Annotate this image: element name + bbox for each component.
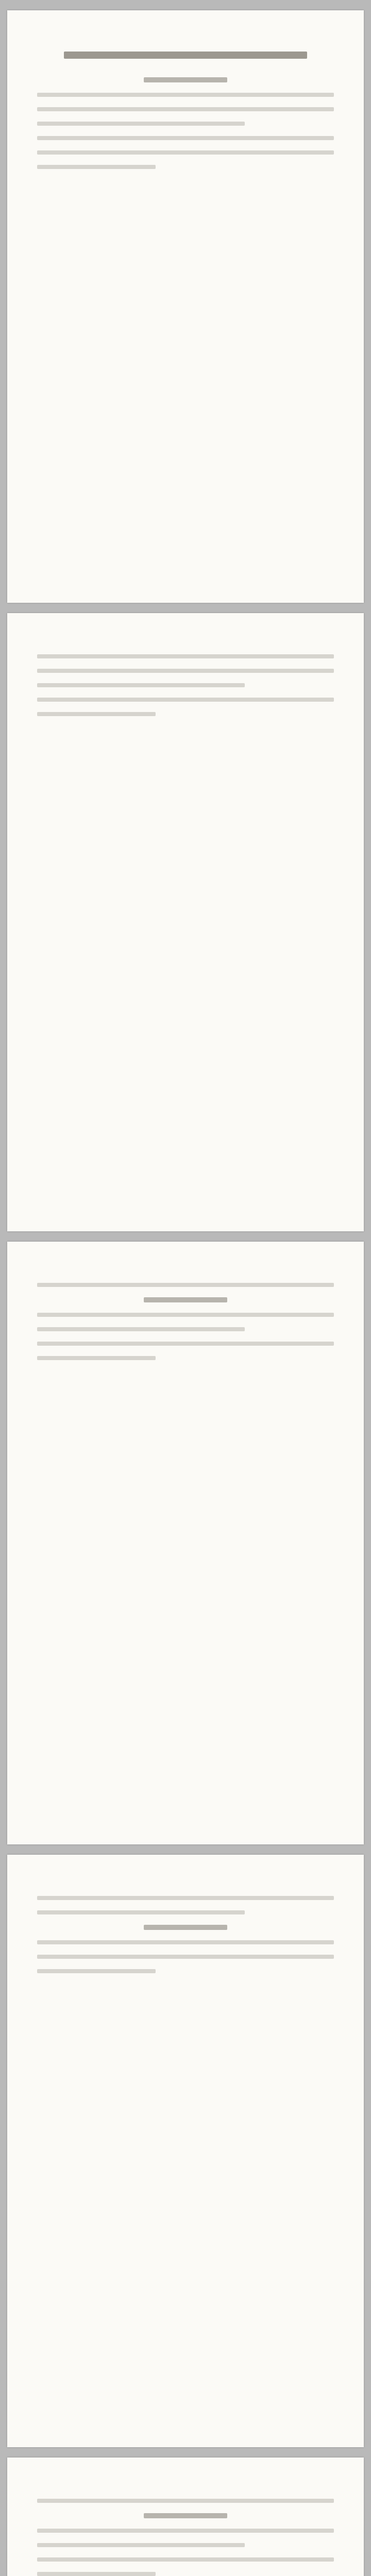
document-page-4 bbox=[7, 1855, 364, 2447]
document-title bbox=[64, 52, 307, 59]
chapter-heading bbox=[144, 77, 227, 82]
chapter-heading bbox=[144, 2513, 227, 2518]
chapter-heading bbox=[144, 1925, 227, 1930]
document-page-2 bbox=[7, 613, 364, 1231]
chapter-heading bbox=[144, 1297, 227, 1302]
page-text-area bbox=[37, 1283, 334, 1803]
document-page-5 bbox=[7, 2458, 364, 2576]
page-text-area bbox=[37, 654, 334, 1190]
document-page-1 bbox=[7, 10, 364, 603]
page-text-area bbox=[37, 1896, 334, 2406]
document-page-3 bbox=[7, 1242, 364, 1844]
page-text-area bbox=[37, 52, 334, 562]
page-text-area bbox=[37, 2499, 334, 2576]
